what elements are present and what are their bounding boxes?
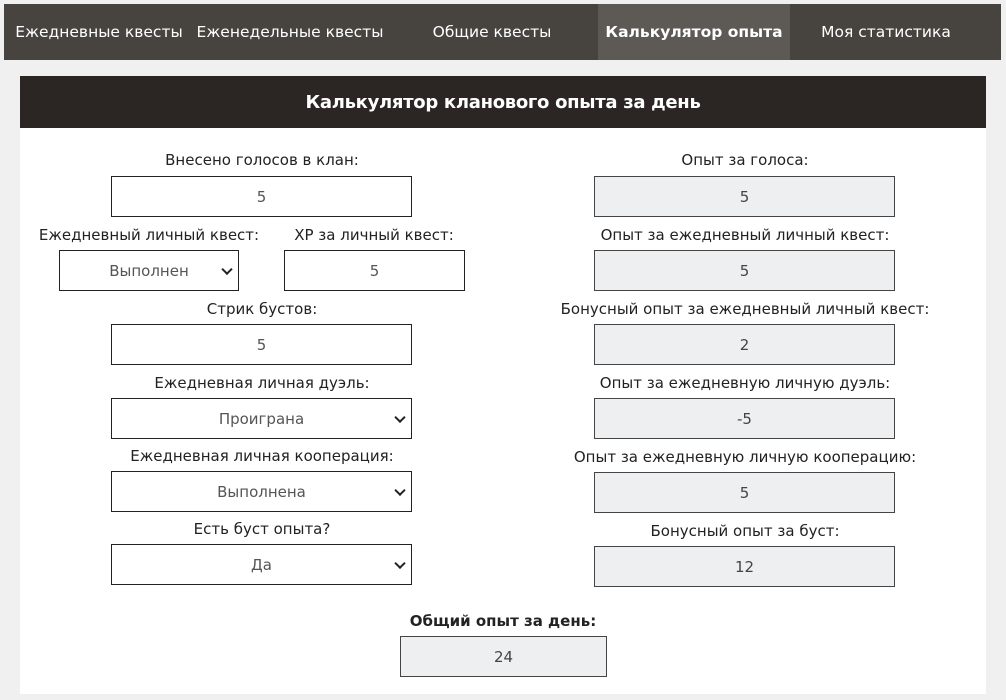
tab-daily-quests[interactable]: Ежедневные квесты [15, 23, 183, 41]
tab-xp-calculator[interactable]: Калькулятор опыта [598, 4, 790, 60]
quest-xp-input[interactable]: 5 [284, 250, 465, 291]
calculator-card [20, 76, 986, 694]
boost-streak-input[interactable]: 5 [111, 324, 412, 365]
daily-quest-label: Ежедневный личный квест: [38, 226, 260, 244]
boost-label: Есть буст опыта? [193, 520, 331, 538]
calculator-title: Калькулятор кланового опыта за день [20, 76, 986, 128]
quest-xp-output-label: Опыт за ежедневный личный квест: [600, 226, 890, 244]
total-xp-label: Общий опыт за день: [409, 612, 597, 630]
tab-general-quests[interactable]: Общие квесты [432, 23, 552, 41]
coop-value: Выполнена [217, 482, 306, 501]
duel-xp-label: Опыт за ежедневную личную дуэль: [599, 374, 891, 392]
quest-xp-output: 5 [594, 250, 895, 291]
boost-select[interactable] [111, 544, 412, 585]
nav-tabs [4, 4, 1001, 60]
duel-select[interactable] [111, 398, 412, 439]
duel-label: Ежедневная личная дуэль: [154, 374, 370, 392]
votes-input[interactable]: 5 [111, 176, 412, 217]
boost-streak-label: Стрик бустов: [206, 300, 318, 318]
duel-value: Проиграна [218, 409, 305, 428]
chevron-down-icon [394, 557, 405, 568]
votes-xp-output: 5 [594, 176, 895, 217]
coop-select[interactable] [111, 471, 412, 512]
quest-bonus-xp-output: 2 [594, 324, 895, 365]
duel-xp-output: -5 [594, 398, 895, 439]
total-xp-output: 24 [400, 636, 607, 677]
coop-xp-output: 5 [594, 472, 895, 513]
boost-bonus-xp-output: 12 [594, 546, 895, 587]
tab-weekly-quests[interactable]: Еженедельные квесты [196, 23, 384, 41]
coop-xp-label: Опыт за ежедневную личную кооперацию: [573, 448, 917, 466]
quest-bonus-xp-label: Бонусный опыт за ежедневный личный квест: [560, 300, 930, 318]
coop-label: Ежедневная личная кооперация: [130, 447, 394, 465]
daily-quest-select[interactable] [59, 250, 239, 291]
boost-value: Да [251, 555, 272, 574]
chevron-down-icon [221, 263, 232, 274]
votes-xp-label: Опыт за голоса: [681, 151, 809, 169]
boost-bonus-xp-label: Бонусный опыт за буст: [650, 522, 840, 540]
daily-quest-value: Выполнен [109, 261, 189, 280]
chevron-down-icon [394, 484, 405, 495]
chevron-down-icon [394, 411, 405, 422]
quest-xp-label: XP за личный квест: [294, 226, 454, 244]
tab-my-statistics[interactable]: Моя статистика [821, 23, 951, 41]
votes-label: Внесено голосов в клан: [165, 151, 359, 169]
